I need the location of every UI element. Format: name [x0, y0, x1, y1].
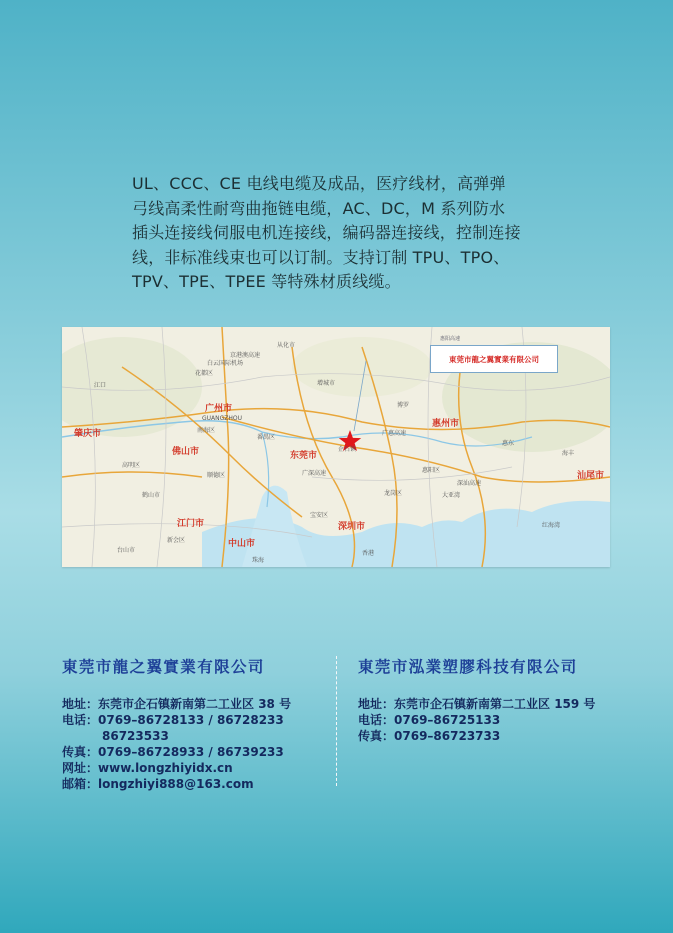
description-line: UL、CCC、CE 电线电缆及成品，医疗线材，高弹弹	[132, 174, 506, 193]
hill-area	[292, 337, 432, 397]
fax-row	[62, 744, 291, 760]
place-label: 惠阳区	[422, 467, 441, 474]
column-divider	[336, 656, 337, 786]
company-right-info	[358, 655, 595, 744]
fax-value: 0769–86728933 / 86739233	[98, 745, 284, 759]
city-label-guangzhou-en: GUANGZHOU	[202, 415, 243, 422]
place-label: 番禺区	[257, 434, 276, 441]
company-left-info	[62, 655, 291, 792]
fax-row	[358, 728, 595, 744]
place-label: 白云国际机场	[207, 360, 244, 367]
address-value: 东莞市企石镇新南第二工业区 38 号	[98, 697, 292, 711]
place-label: 深汕高速	[457, 480, 482, 487]
place-label: 台山市	[117, 547, 136, 554]
email-link[interactable]: longzhiyi888@163.com	[98, 777, 254, 791]
company-name: 東莞市泓業塑膠科技有限公司	[358, 658, 578, 676]
address-row	[62, 696, 291, 712]
place-label: 高明区	[122, 462, 141, 469]
description-line: 弓线高柔性耐弯曲拖链电缆，AC、DC，M 系列防水	[132, 198, 506, 218]
phone-value-2: 86723533	[102, 729, 169, 743]
description-line: 插头连接线伺服电机连接线，编码器连接线，控制连接	[132, 223, 521, 242]
city-label-shenzhen: 深圳市	[338, 522, 366, 532]
phone-label: 电话：	[62, 713, 99, 727]
city-label-huizhou: 惠州市	[432, 419, 460, 429]
phone-value: 0769–86728133 / 86728233	[98, 713, 284, 727]
address-row	[358, 696, 595, 712]
place-label: 宝安区	[310, 512, 329, 519]
place-label: 龙岗区	[384, 490, 403, 497]
place-label: 惠东	[502, 440, 515, 447]
place-label: 海丰	[562, 450, 575, 457]
place-label: 香港	[362, 550, 375, 557]
city-label-zhongshan: 中山市	[228, 539, 256, 549]
phone-row-continued	[62, 728, 291, 744]
phone-row	[358, 712, 595, 728]
place-label: 珠海	[252, 557, 265, 564]
description-line: 线，非标准线束也可以订制。支持订制 TPU、TPO、	[132, 247, 510, 267]
place-label: 顺德区	[207, 472, 226, 479]
location-map	[62, 327, 610, 567]
product-description	[132, 172, 552, 295]
place-label: 花都区	[195, 370, 214, 377]
place-label: 大亚湾	[442, 492, 461, 499]
phone-row	[62, 712, 291, 728]
website-label: 网址：	[62, 761, 99, 775]
place-label: 江口	[94, 382, 107, 389]
place-label: 博罗	[397, 402, 410, 409]
place-label: 新会区	[167, 537, 186, 544]
email-row	[62, 776, 291, 792]
address-value: 东莞市企石镇新南第二工业区 159 号	[394, 697, 596, 711]
company-location-callout: 東莞市龍之翼實業有限公司	[430, 345, 558, 373]
address-label: 地址：	[62, 697, 99, 711]
place-label: 企石镇	[338, 446, 357, 453]
place-label: 广惠高速	[382, 430, 407, 437]
place-label: 鹤山市	[142, 492, 161, 499]
city-label-shanwei: 汕尾市	[577, 471, 605, 481]
callout-road-label: 惠阳高速	[440, 336, 461, 342]
city-label-guangzhou: 广州市	[205, 404, 233, 414]
website-link[interactable]: www.longzhiyidx.cn	[98, 761, 233, 775]
city-label-foshan: 佛山市	[172, 447, 200, 457]
city-label-dongguan: 东莞市	[290, 451, 318, 461]
city-label-zhaoqing: 肇庆市	[74, 429, 102, 439]
place-label: 京港澳高速	[230, 352, 261, 359]
place-label: 南海区	[197, 427, 216, 434]
fax-label: 传真：	[358, 729, 395, 743]
place-label: 从化市	[277, 342, 296, 349]
email-label: 邮箱：	[62, 777, 99, 791]
city-label-jiangmen: 江门市	[177, 519, 205, 529]
address-label: 地址：	[358, 697, 395, 711]
phone-value: 0769–86725133	[394, 713, 501, 727]
place-label: 红海湾	[542, 522, 561, 529]
description-line: TPV、TPE、TPEE 等特殊材质线缆。	[132, 272, 401, 291]
company-name: 東莞市龍之翼實業有限公司	[62, 658, 265, 676]
place-label: 广深高速	[302, 470, 327, 477]
place-label: 增城市	[317, 380, 336, 387]
fax-label: 传真：	[62, 745, 99, 759]
fax-value: 0769–86723733	[394, 729, 501, 743]
website-row	[62, 760, 291, 776]
phone-label: 电话：	[358, 713, 395, 727]
